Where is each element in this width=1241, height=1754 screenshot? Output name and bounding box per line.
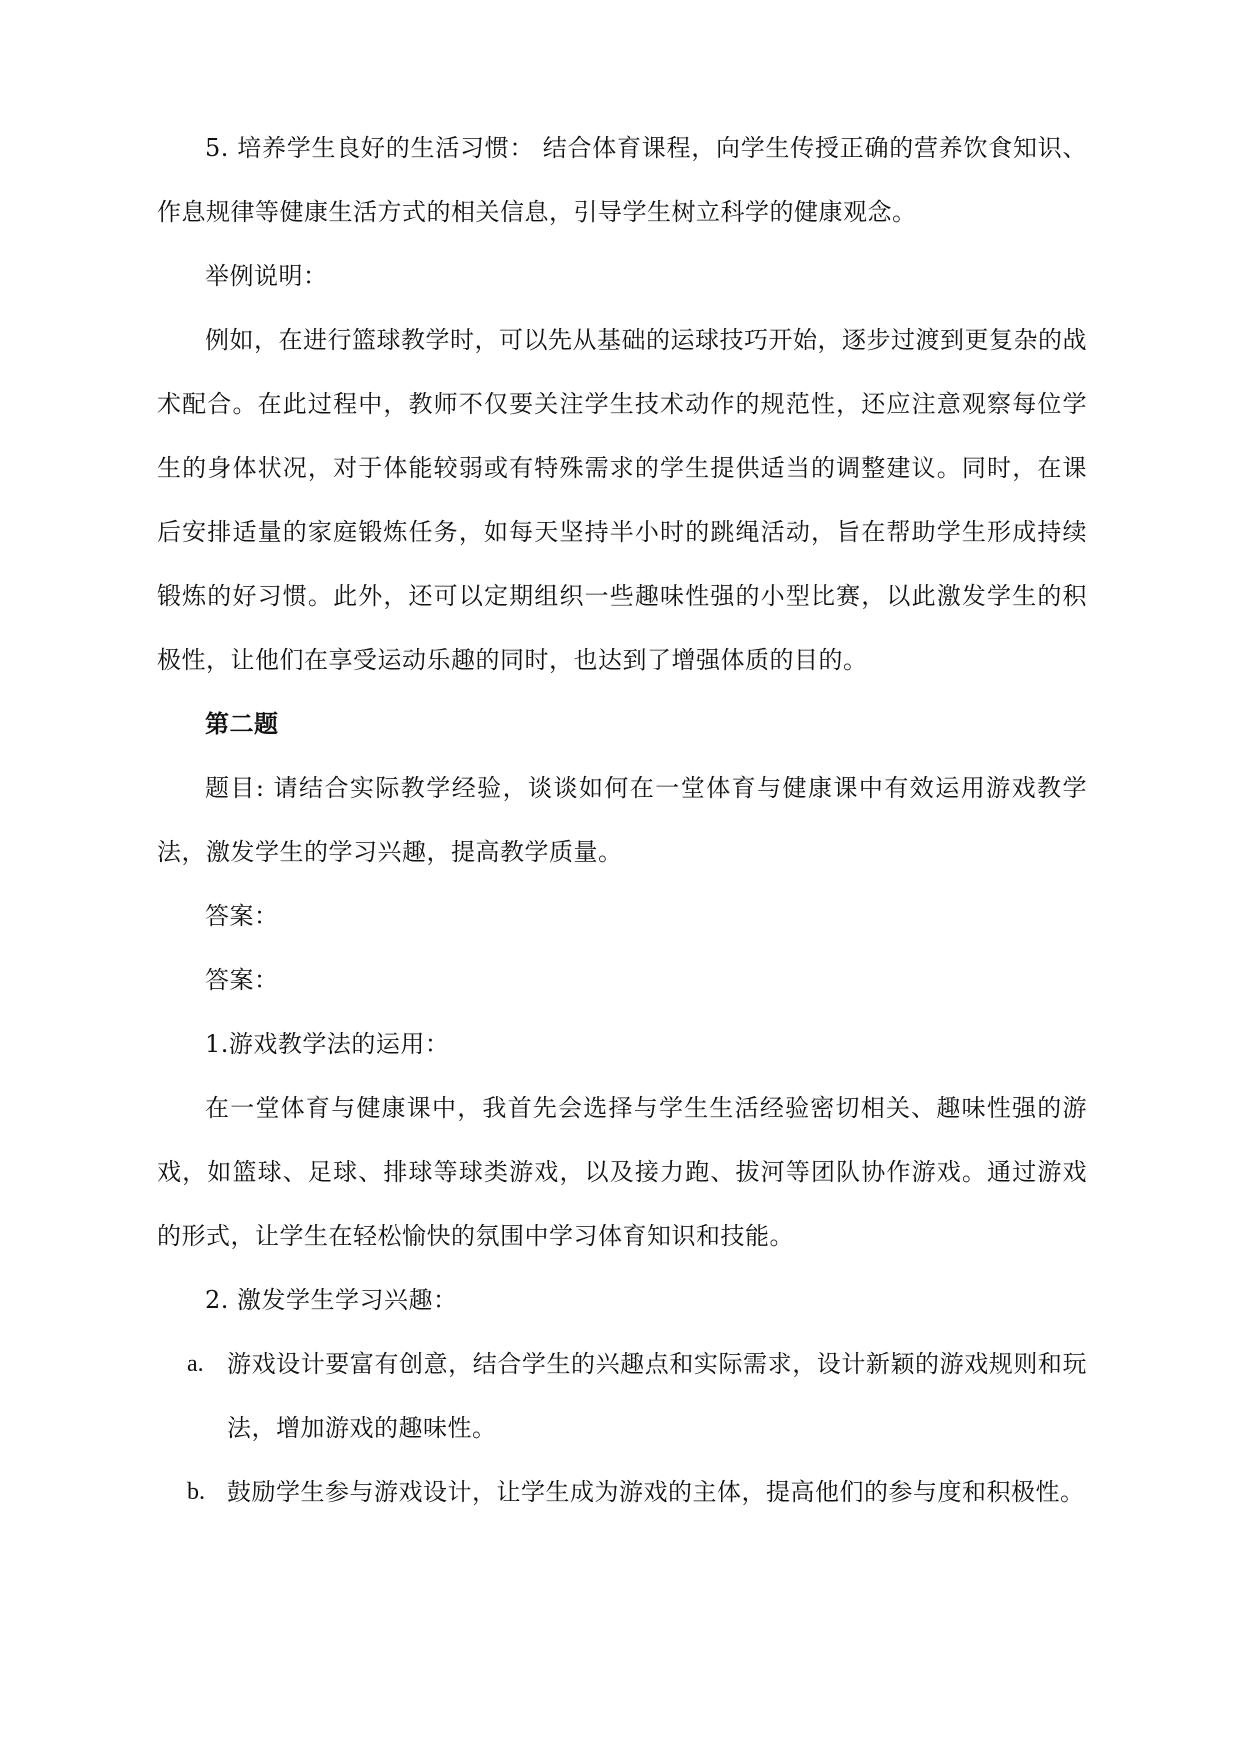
paragraph-basketball-example: 例如，在进行篮球教学时，可以先从基础的运球技巧开始，逐步过渡到更复杂的战术配合。在此过程中，教师不仅要关注学生技术动作的规范性，还应注意观察每位学生的身体状况，对于体能较弱或有特殊需求的学生提供适当的调整建议。同时，在课后安排适量的家庭锻炼任务，如每天坚持半小时的跳绳活动，旨在帮助学生形成持续锻炼的好习惯。此外，还可以定期组织一些趣味性强的小型比赛，以此激发学生的积极性，让他们在享受运动乐趣的同时，也达到了增强体质的目的。	[157, 326, 1087, 674]
paragraph-habits: 5. 培养学生良好的生活习惯： 结合体育课程，向学生传授正确的营养饮食知识、作息规律等健康生活方式的相关信息，引导学生树立科学的健康观念。	[157, 134, 1087, 226]
paragraph-answer-label-2: 答案：	[205, 966, 279, 994]
paragraph-question: 题目: 请结合实际教学经验，谈谈如何在一堂体育与健康课中有效运用游戏教学法，激发学生的学习兴趣，提高教学质量。	[157, 774, 1087, 866]
section-heading: 第二题	[205, 709, 279, 738]
list-item-a	[157, 1332, 1087, 1460]
list-item-b	[157, 1460, 1087, 1524]
list-text-b: 鼓励学生参与游戏设计，让学生成为游戏的主体，提高他们的参与度和积极性。	[227, 1478, 1085, 1506]
paragraph-answer-label-1: 答案：	[205, 902, 279, 930]
paragraph-game-method-heading: 1.游戏教学法的运用：	[205, 1030, 450, 1058]
paragraph-game-method: 在一堂体育与健康课中，我首先会选择与学生生活经验密切相关、趣味性强的游戏，如篮球、足球、排球等球类游戏，以及接力跑、拔河等团队协作游戏。通过游戏的形式，让学生在轻松愉快的氛围中学习体育知识和技能。	[157, 1094, 1087, 1250]
list-marker-a: a.	[187, 1351, 204, 1377]
paragraph-example-label: 举例说明：	[205, 262, 328, 290]
list-marker-b: b.	[187, 1479, 205, 1505]
paragraph-interest-heading: 2. 激发学生学习兴趣：	[205, 1286, 458, 1314]
list-text-a: 游戏设计要富有创意，结合学生的兴趣点和实际需求，设计新颖的游戏规则和玩法，增加游戏的趣味性。	[227, 1350, 1087, 1442]
